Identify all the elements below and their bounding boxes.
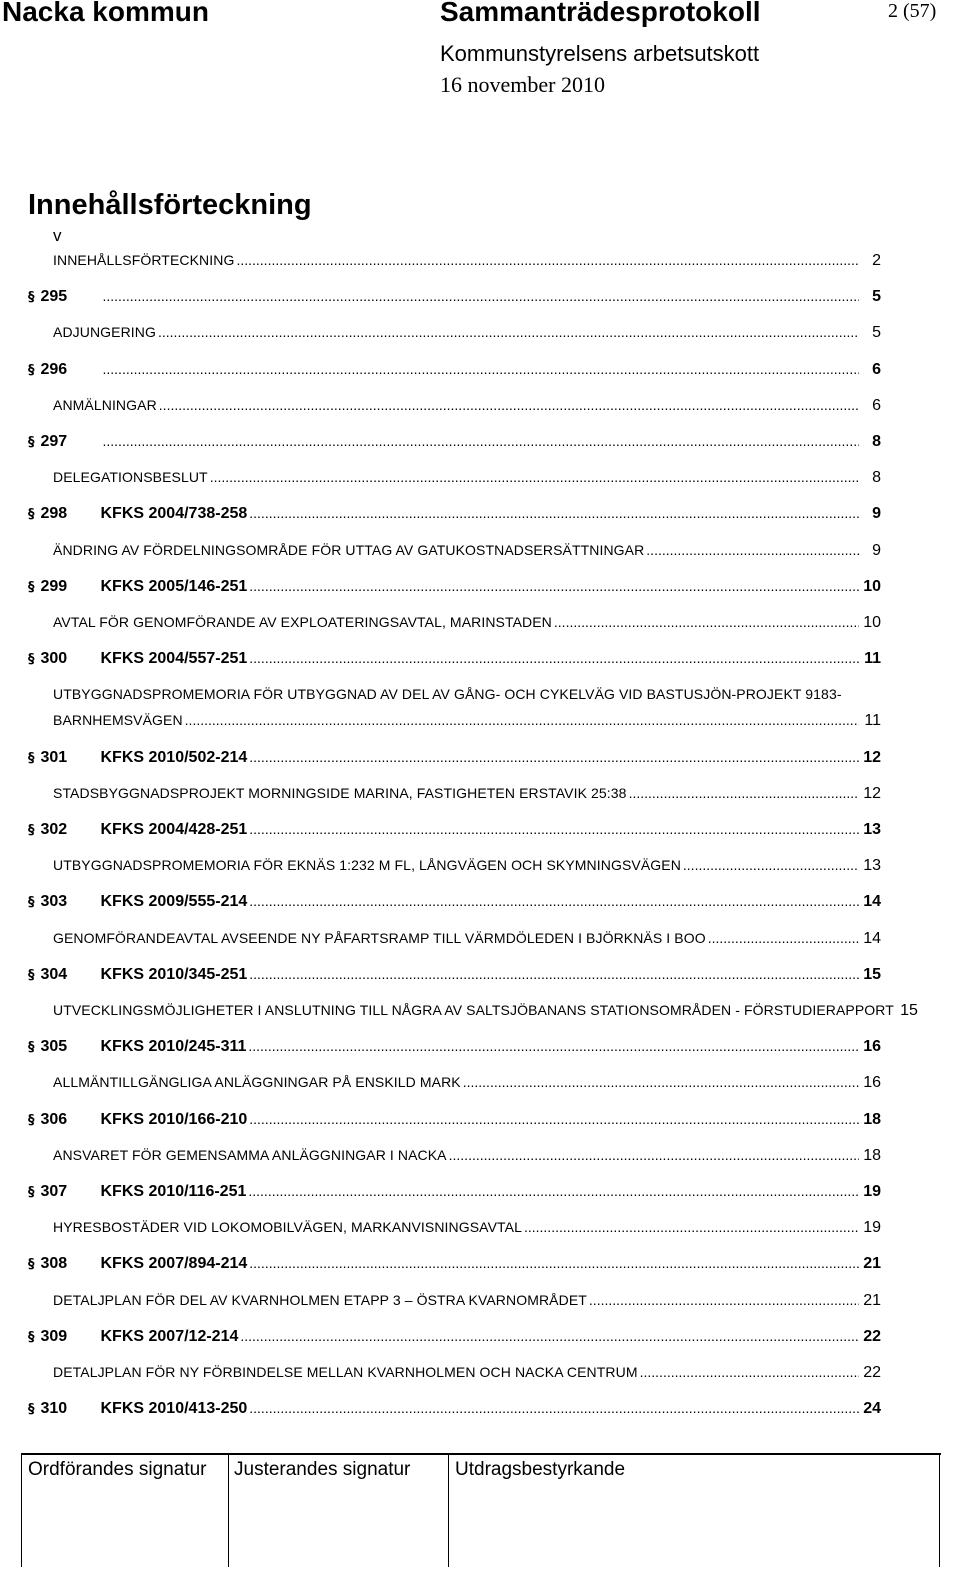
section-sign-icon: § <box>28 1113 35 1128</box>
toc-section-label <box>28 821 247 839</box>
toc-page-number: 16 <box>863 1038 881 1055</box>
toc-entry-line <box>28 288 881 312</box>
toc-subject-title: HYRESBOSTÄDER VID LOKOMOBILVÄGEN, MARKANVISNINGSAVTAL <box>53 1219 522 1235</box>
case-reference: KFKS 2010/345-251 <box>100 966 248 983</box>
toc-page-number: 19 <box>863 1183 881 1200</box>
toc-section-label <box>28 361 101 379</box>
section-sign-icon: § <box>28 1040 35 1055</box>
toc-section-label <box>28 650 247 668</box>
toc-subject-entry[interactable] <box>0 1002 960 1026</box>
toc-section-entry[interactable] <box>0 749 960 773</box>
section-sign-icon: § <box>28 1185 35 1200</box>
dot-leader <box>524 1219 859 1235</box>
section-sign-icon: § <box>28 895 35 910</box>
page-number: 2 (57) <box>888 0 937 22</box>
toc-entry-line <box>28 650 881 674</box>
toc-subject-entry[interactable] <box>0 252 960 276</box>
section-number: 297 <box>40 433 68 450</box>
toc-page-number: 5 <box>872 324 881 341</box>
toc-section-entry[interactable] <box>0 578 960 602</box>
dot-leader <box>236 252 859 268</box>
toc-entry-line <box>53 1002 918 1026</box>
toc-page-number: 14 <box>863 893 881 910</box>
toc-entry-line <box>28 1183 881 1207</box>
toc-page-number: 22 <box>863 1328 881 1345</box>
section-sign-icon: § <box>28 507 35 522</box>
dot-leader <box>249 1111 859 1127</box>
toc-entry-line <box>28 749 881 773</box>
meeting-date: 16 november 2010 <box>440 72 605 97</box>
dot-leader <box>646 542 859 558</box>
toc-section-entry[interactable] <box>0 288 960 312</box>
toc-section-label <box>28 1038 246 1056</box>
toc-page-number: 8 <box>872 469 881 486</box>
toc-subject-entry[interactable] <box>0 1147 960 1171</box>
toc-section-entry[interactable] <box>0 650 960 674</box>
toc-page-number: 9 <box>872 505 881 522</box>
case-reference: KFKS 2004/428-251 <box>100 821 248 838</box>
toc-subject-entry[interactable] <box>0 686 960 710</box>
dot-leader <box>248 1038 859 1054</box>
toc-page-number: 6 <box>872 361 881 378</box>
toc-section-label <box>28 1183 246 1201</box>
toc-entry-line <box>53 1074 881 1098</box>
toc-subject-entry[interactable] <box>0 1219 960 1243</box>
dot-leader <box>249 966 859 982</box>
toc-subject-entry[interactable] <box>0 614 960 638</box>
section-sign-icon: § <box>28 652 35 667</box>
toc-section-label <box>28 578 247 596</box>
section-sign-icon: § <box>28 1330 35 1345</box>
toc-subject-title: ADJUNGERING <box>53 324 156 340</box>
toc-subject-title-continued: BARNHEMSVÄGEN <box>53 712 183 728</box>
extract-certification-box <box>449 1455 940 1567</box>
toc-section-label <box>28 749 247 767</box>
section-number: 295 <box>40 288 68 305</box>
toc-section-entry[interactable] <box>0 1255 960 1279</box>
section-number: 305 <box>40 1038 68 1055</box>
toc-entry-line <box>53 785 881 809</box>
dot-leader <box>708 930 859 946</box>
toc-subject-title: DELEGATIONSBESLUT <box>53 469 208 485</box>
section-sign-icon: § <box>28 1402 35 1417</box>
section-number: 310 <box>40 1400 68 1417</box>
toc-section-entry[interactable] <box>0 966 960 990</box>
dot-leader <box>629 785 859 801</box>
toc-entry-line <box>53 469 881 493</box>
toc-subject-title: UTVECKLINGSMÖJLIGHETER I ANSLUTNING TILL NÅGRA AV SALTSJÖBANANS STATIONSOMRÅDEN - FÖRSTUDIERAPPORT <box>53 1002 894 1018</box>
dot-leader <box>185 712 859 728</box>
toc-section-entry[interactable] <box>0 361 960 385</box>
section-number: 301 <box>40 749 68 766</box>
toc-page-number: 11 <box>864 650 881 667</box>
toc-page-number: 2 <box>872 252 881 269</box>
toc-section-label <box>28 505 247 523</box>
toc-page-number: 13 <box>863 821 881 838</box>
section-sign-icon: § <box>28 363 35 378</box>
toc-subject-entry[interactable] <box>0 930 960 954</box>
toc-entry-line <box>53 1147 881 1171</box>
section-number: 300 <box>40 650 68 667</box>
toc-section-label <box>28 1328 238 1346</box>
toc-subject-entry[interactable] <box>0 1292 960 1316</box>
toc-entry-line <box>53 1219 881 1243</box>
toc-page-number: 10 <box>863 578 881 595</box>
section-number: 306 <box>40 1111 68 1128</box>
case-reference: KFKS 2004/557-251 <box>100 650 248 667</box>
toc-page-number: 22 <box>863 1364 881 1381</box>
toc-page-number: 11 <box>864 712 881 729</box>
dot-leader <box>248 1183 859 1199</box>
dot-leader <box>103 433 860 449</box>
toc-page-number: 13 <box>863 857 881 874</box>
section-sign-icon: § <box>28 290 35 305</box>
chairman-signature-label: Ordförandes signatur <box>28 1459 207 1480</box>
toc-entry-line <box>28 1038 881 1062</box>
toc-page-number: 12 <box>863 749 881 766</box>
section-number: 299 <box>40 578 68 595</box>
dot-leader <box>589 1292 859 1308</box>
toc-page-number: 15 <box>900 1002 918 1019</box>
toc-entry-line <box>53 712 881 736</box>
section-number: 309 <box>40 1328 68 1345</box>
toc-page-number: 21 <box>863 1292 881 1309</box>
document-title: Sammanträdesprotokoll <box>440 0 761 27</box>
toc-entry-line <box>28 361 881 385</box>
toc-subject-title: AVTAL FÖR GENOMFÖRANDE AV EXPLOATERINGSAVTAL, MARINSTADEN <box>53 614 552 630</box>
case-reference: KFKS 2009/555-214 <box>100 893 248 910</box>
toc-entry-line <box>28 505 881 529</box>
signature-footer <box>21 1453 941 1567</box>
toc-subject-entry[interactable] <box>0 857 960 881</box>
toc-subject-title: UTBYGGNADSPROMEMORIA FÖR UTBYGGNAD AV DEL AV GÅNG- OCH CYKELVÄG VID BASTUSJÖN-PROJEKT 9183- <box>53 686 842 702</box>
section-sign-icon: § <box>28 580 35 595</box>
toc-subject-title: ÄNDRING AV FÖRDELNINGSOMRÅDE FÖR UTTAG AV GATUKOSTNADSERSÄTTNINGAR <box>53 542 645 558</box>
section-sign-icon: § <box>28 751 35 766</box>
toc-section-label <box>28 1255 247 1273</box>
chairman-signature-box <box>21 1455 229 1567</box>
toc-page-number: 8 <box>872 433 881 450</box>
case-reference: KFKS 2004/738-258 <box>100 505 248 522</box>
toc-subject-title: ANSVARET FÖR GEMENSAMMA ANLÄGGNINGAR I NACKA <box>53 1147 447 1163</box>
toc-section-label <box>28 433 101 451</box>
toc-section-entry[interactable] <box>0 433 960 457</box>
dot-leader <box>463 1074 859 1090</box>
case-reference: KFKS 2010/413-250 <box>100 1400 248 1417</box>
toc-subject-title: DETALJPLAN FÖR DEL AV KVARNHOLMEN ETAPP 3 – ÖSTRA KVARNOMRÅDET <box>53 1292 587 1308</box>
dot-leader <box>249 505 859 521</box>
toc-section-label <box>28 893 247 911</box>
case-reference: KFKS 2010/502-214 <box>100 749 248 766</box>
toc-subject-title: INNEHÅLLSFÖRTECKNING <box>53 252 235 268</box>
toc-subject-entry[interactable] <box>0 1364 960 1388</box>
toc-subject-continuation[interactable] <box>0 712 960 736</box>
dot-leader <box>240 1328 859 1344</box>
toc-subject-entry[interactable] <box>0 469 960 493</box>
adjuster-signature-box <box>228 1455 449 1567</box>
toc-page-number: 24 <box>863 1400 881 1417</box>
toc-section-entry[interactable] <box>0 1183 960 1207</box>
toc-section-entry[interactable] <box>0 505 960 529</box>
toc-entry-line <box>53 252 881 276</box>
section-number: 307 <box>40 1183 68 1200</box>
toc-section-label <box>28 1111 247 1129</box>
toc-entry-line <box>28 1400 881 1424</box>
toc-entry-line <box>53 857 881 881</box>
section-number: 303 <box>40 893 68 910</box>
toc-entry-line <box>28 966 881 990</box>
dot-leader <box>249 749 859 765</box>
toc-subject-entry[interactable] <box>0 1074 960 1098</box>
committee-name: Kommunstyrelsens arbetsutskott <box>440 41 760 66</box>
dot-leader <box>159 397 859 413</box>
dot-leader <box>249 578 859 594</box>
toc-entry-line <box>28 578 881 602</box>
dot-leader <box>103 361 860 377</box>
toc-entry-line <box>53 324 881 348</box>
toc-heading: Innehållsförteckning <box>28 189 312 221</box>
toc-page-number: 18 <box>863 1147 881 1164</box>
toc-entry-line <box>28 433 881 457</box>
extract-certification-label: Utdragsbestyrkande <box>455 1459 626 1480</box>
toc-section-label <box>28 1400 247 1418</box>
section-number: 308 <box>40 1255 68 1272</box>
toc-section-entry[interactable] <box>0 1111 960 1135</box>
section-number: 304 <box>40 966 68 983</box>
toc-page-number: 16 <box>863 1074 881 1091</box>
case-reference: KFKS 2010/166-210 <box>100 1111 248 1128</box>
toc-page-number: 6 <box>872 397 881 414</box>
toc-entry-line <box>53 1364 881 1388</box>
toc-entry-line <box>53 686 881 710</box>
adjuster-signature-label: Justerandes signatur <box>234 1459 411 1480</box>
toc-page-number: 21 <box>863 1255 881 1272</box>
section-sign-icon: § <box>28 823 35 838</box>
toc-entry-line <box>53 930 881 954</box>
toc-subject-title: GENOMFÖRANDEAVTAL AVSEENDE NY PÅFARTSRAMP TILL VÄRMDÖLEDEN I BJÖRKNÄS I BOO <box>53 930 706 946</box>
dot-leader <box>249 1255 859 1271</box>
toc-subject-title: STADSBYGGNADSPROJEKT MORNINGSIDE MARINA, FASTIGHETEN ERSTAVIK 25:38 <box>53 785 627 801</box>
toc-entry-line <box>28 821 881 845</box>
dot-leader <box>683 857 859 873</box>
toc-subject-entry[interactable] <box>0 785 960 809</box>
dot-leader <box>158 324 859 340</box>
case-reference: KFKS 2007/12-214 <box>100 1328 239 1345</box>
toc-entry-line <box>53 542 881 566</box>
case-reference: KFKS 2010/116-251 <box>100 1183 247 1200</box>
toc-entry-line <box>28 1111 881 1135</box>
toc-entry-line <box>28 1328 881 1352</box>
dot-leader <box>554 614 859 630</box>
dot-leader <box>449 1147 859 1163</box>
toc-page-number: 5 <box>872 288 881 305</box>
toc-subject-entry[interactable] <box>0 542 960 566</box>
dot-leader <box>640 1364 859 1380</box>
toc-subject-entry[interactable] <box>0 324 960 348</box>
stray-character: v <box>53 226 62 245</box>
dot-leader <box>249 650 859 666</box>
toc-subject-title: DETALJPLAN FÖR NY FÖRBINDELSE MELLAN KVARNHOLMEN OCH NACKA CENTRUM <box>53 1364 638 1380</box>
section-number: 302 <box>40 821 68 838</box>
dot-leader <box>103 288 860 304</box>
dot-leader <box>249 821 859 837</box>
case-reference: KFKS 2007/894-214 <box>100 1255 248 1272</box>
toc-section-entry[interactable] <box>0 1038 960 1062</box>
toc-entry-line <box>53 1292 881 1316</box>
toc-page-number: 19 <box>863 1219 881 1236</box>
toc-page-number: 15 <box>863 966 881 983</box>
toc-page-number: 12 <box>863 785 881 802</box>
toc-section-label <box>28 966 247 984</box>
toc-section-entry[interactable] <box>0 893 960 917</box>
toc-subject-title: UTBYGGNADSPROMEMORIA FÖR EKNÄS 1:232 M FL, LÅNGVÄGEN OCH SKYMNINGSVÄGEN <box>53 857 681 873</box>
section-sign-icon: § <box>28 435 35 450</box>
toc-page-number: 10 <box>863 614 881 631</box>
toc-section-label <box>28 288 101 306</box>
section-number: 298 <box>40 505 68 522</box>
toc-section-entry[interactable] <box>0 1328 960 1352</box>
toc-page-number: 18 <box>863 1111 881 1128</box>
toc-section-entry[interactable] <box>0 821 960 845</box>
section-sign-icon: § <box>28 968 35 983</box>
section-number: 296 <box>40 361 68 378</box>
dot-leader <box>249 1400 859 1416</box>
toc-entry-line <box>28 1255 881 1279</box>
dot-leader <box>249 893 859 909</box>
toc-page-number: 9 <box>872 542 881 559</box>
dot-leader <box>210 469 859 485</box>
toc-entry-line <box>53 397 881 421</box>
case-reference: KFKS 2010/245-311 <box>100 1038 247 1055</box>
toc-subject-entry[interactable] <box>0 397 960 421</box>
toc-subject-title: ALLMÄNTILLGÄNGLIGA ANLÄGGNINGAR PÅ ENSKILD MARK <box>53 1074 461 1090</box>
case-reference: KFKS 2005/146-251 <box>100 578 248 595</box>
toc-page-number: 14 <box>863 930 881 947</box>
toc-entry-line <box>28 893 881 917</box>
organization-name: Nacka kommun <box>2 0 209 27</box>
section-sign-icon: § <box>28 1257 35 1272</box>
toc-entry-line <box>53 614 881 638</box>
toc-section-entry[interactable] <box>0 1400 960 1424</box>
toc-subject-title: ANMÄLNINGAR <box>53 397 157 413</box>
